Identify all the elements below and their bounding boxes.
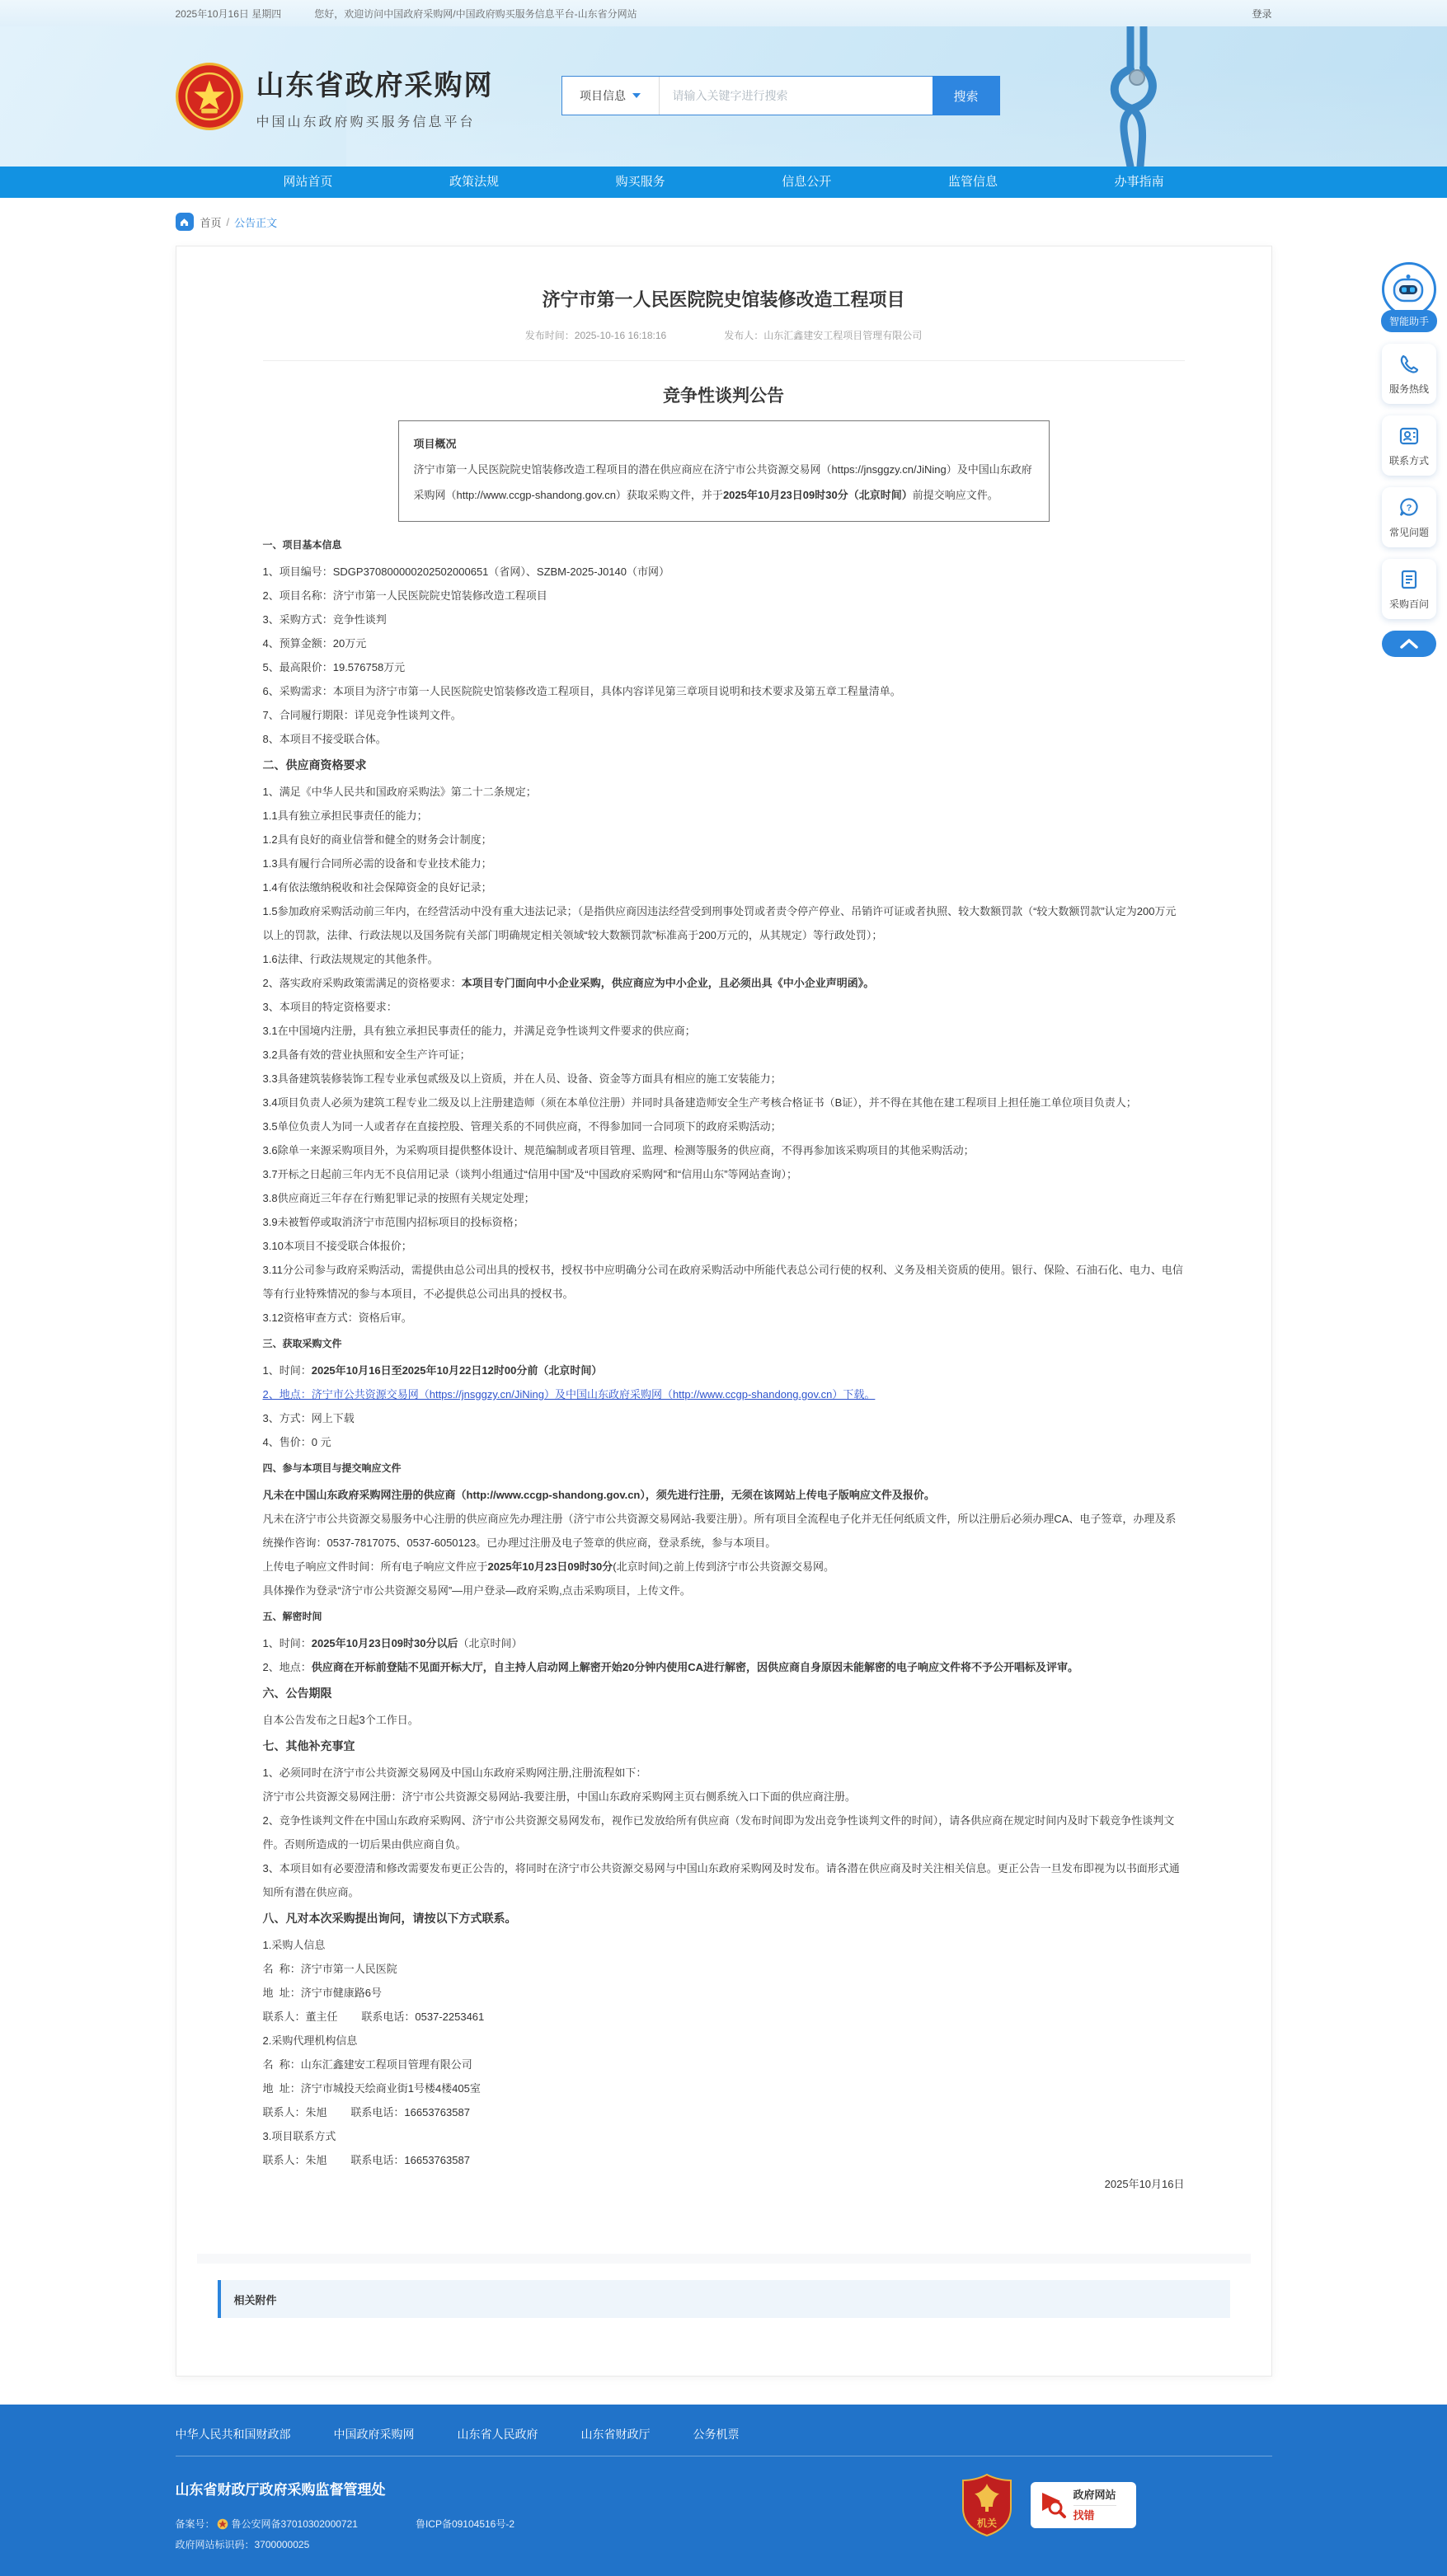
doc-paragraph [263,971,1185,995]
announcement-card [176,246,1272,2377]
doc-text: 3.2具备有效的营业执照和安全生产许可证； [262,1049,471,1061]
doc-paragraph [263,1210,1185,1234]
doc-text: 3、采购方式：竞争性谈判 [262,613,387,626]
doc-paragraph [263,1234,1185,1258]
doc-text: 2025年10月23日09时30分以后 [311,1637,458,1649]
nav-item-purchase[interactable]: 购买服务 [615,175,665,189]
doc-text: 7、合同履行期限：详见竞争性谈判文件。 [262,709,462,721]
doc-text: 二、供应商资格要求 [262,758,367,772]
doc-paragraph [263,1579,1185,1602]
doc-paragraph [263,1957,1185,1981]
national-emblem-logo [176,63,243,130]
nav-item-home[interactable]: 网站首页 [283,175,333,189]
doc-heading [263,1332,1185,1356]
notice-type-heading: 竞争性谈判公告 [663,387,784,406]
doc-text: 上传电子响应文件时间：所有电子响应文件应于 [262,1560,488,1573]
footer-org-name: 山东省财政厅政府采购监督管理处 [175,2482,386,2498]
footer-link-sd-gov[interactable]: 山东省人民政府 [457,2428,538,2441]
site-brand[interactable] [176,63,494,130]
site-footer [0,2405,1447,2576]
government-agency-shield-badge[interactable] [961,2474,1012,2536]
doc-text: 1.3具有履行合同所必需的设备和专业技术能力； [262,857,492,870]
doc-text: 联系人：朱旭 联系电话：16653763587 [262,2154,470,2166]
doc-text: 1.1具有独立承担民事责任的能力； [262,809,428,822]
question-icon [1398,497,1420,518]
doc-paragraph [263,1785,1185,1809]
site-title: 山东省政府采购网 [256,70,494,101]
home-icon[interactable] [176,213,194,231]
doc-text: 地 址：济宁市健康路6号 [262,1987,382,1999]
footer-link-sd-finance[interactable]: 山东省财政厅 [580,2428,651,2441]
login-link[interactable]: 登录 [1252,7,1272,20]
doc-paragraph [263,828,1185,852]
overview-paragraph [414,457,1034,508]
nav-item-policy[interactable]: 政策法规 [449,175,499,189]
doc-text: 8、本项目不接受联合体。 [262,733,387,745]
doc-paragraph [263,1114,1185,1138]
attachments-divider [197,2254,1251,2264]
doc-paragraph [263,1981,1185,2005]
police-beian-number[interactable]: 鲁公安网备37010302000721 [231,2518,358,2530]
doc-heading [263,1457,1185,1480]
back-to-top-button[interactable] [1382,631,1436,657]
doc-text: 具体操作为登录“济宁市公共资源交易网”—用户登录—政府采购,点击采购项目，上传文件。 [262,1584,691,1597]
doc-text: 2、竞争性谈判文件在中国山东政府采购网、济宁市公共资源交易网发布，视作已发放给所有供应商（发布时间即为发出竞争性谈判文件的时间），请各供应商在规定时间内及时下载竞争性谈判文件。否则所造成的一切后果由供应商自负。 [262,1814,1175,1851]
doc-text: 供应商在开标前登陆不见面开标大厅，自主持人启动网上解密开始20分钟内使用CA进行解密，因供应商自身原因未能解密的电子响应文件将不予公开唱标及评审。 [311,1661,1078,1673]
site-header [0,26,1447,167]
doc-text: 3.12资格审查方式：资格后审。 [262,1311,412,1324]
doc-paragraph [263,655,1185,679]
doc-text: 凡未在中国山东政府采购网注册的供应商（http://www.ccgp-shandong.gov.cn），须先进行注册，无须在该网站上传电子版响应文件及报价。 [262,1489,935,1501]
doc-text: 3.8供应商近三年存在行贿犯罪记录的按照有关规定处理； [262,1192,535,1204]
phone-icon [1398,354,1420,375]
doc-text: 3.10本项目不接受联合体报价； [262,1240,412,1252]
nav-item-disclosure[interactable]: 信息公开 [782,175,832,189]
doc-text: 1.5参加政府采购活动前三年内，在经营活动中没有重大违法记录；（是指供应商因违法经营受到刑事处罚或者责令停产停业、吊销许可证或者执照、较大数额罚款（“较大数额罚款”认定为200万元以上的罚款，法律、行政法规以及国务院有关部门明确规定相关领域“较大数额罚款”标准高于200万元的，从其规定）等行政处罚）； [262,905,1177,941]
doc-text: （北京时间） [458,1637,523,1649]
doc-paragraph [263,2005,1185,2029]
doc-text: 3.4项目负责人必须为建筑工程专业二级及以上注册建造师（须在本单位注册）并同时具备建造师安全生产考核合格证书（B证），并不得在其他在建工程项目上担任施工单位项目负责人； [262,1096,1137,1109]
publisher: 发布人：山东汇鑫建安工程项目管理有限公司 [724,330,923,341]
breadcrumb-home[interactable]: 首页 [200,216,222,229]
doc-text: 2025年10月23日09时30分（北京时间） [722,489,913,501]
doc-paragraph [263,1809,1185,1856]
doc-paragraph [263,1708,1185,1732]
doc-paragraph [263,1043,1185,1067]
doc-paragraph [263,1507,1185,1555]
doc-text: 3、本项目的特定资格要求： [262,1001,397,1013]
beian-label: 备案号： [175,2518,215,2530]
doc-paragraph [263,1631,1185,1655]
doc-heading [263,1734,1185,1758]
tower-sculpture-graphic [1066,26,1206,167]
doc-text: 1、时间： [262,1364,312,1377]
doc-text: 1、时间： [262,1637,312,1649]
doc-paragraph [263,560,1185,584]
breadcrumb-current: 公告正文 [234,216,278,229]
doc-text: 2025年10月16日 [1104,2178,1185,2190]
doc-heading [263,753,1185,777]
doc-text: 联系人：董主任 联系电话：0537-2253461 [262,2011,485,2023]
contact-card-icon [1398,425,1420,447]
doc-text: 3.7开标之日起前三年内无不良信用记录（谈判小组通过“信用中国”及“中国政府采购网”和“信用山东”等网站查询）； [262,1168,798,1180]
doc-text: 名 称：山东汇鑫建安工程项目管理有限公司 [262,2058,472,2071]
topbar-welcome: 您好，欢迎访问中国政府采购网/中国政府购买服务信息平台-山东省分网站 [314,7,637,20]
nav-item-supervision[interactable]: 监管信息 [947,175,998,189]
doc-paragraph [263,2029,1185,2053]
attachments-bar [218,2280,1230,2318]
doc-paragraph [263,947,1185,971]
doc-text: 5、最高限价：19.576758万元 [262,661,406,673]
doc-paragraph [263,780,1185,804]
doc-paragraph [263,727,1185,751]
doc-paragraph [263,2053,1185,2076]
police-badge-icon [217,2518,228,2530]
sidebar-item-qa-label: 采购百问 [1388,598,1429,610]
doc-text: 前提交响应文件。 [912,489,998,501]
flag-magnifier-icon [1039,2491,1067,2519]
doc-text: 四、参与本项目与提交响应文件 [262,1462,402,1474]
breadcrumb-separator: / [226,215,230,228]
doc-text: 济宁市公共资源交易网注册：济宁市公共资源交易网站-我要注册，中国山东政府采购网主页右侧系统入口下面的供应商注册。 [262,1790,856,1803]
doc-paragraph [263,1933,1185,1957]
robot-icon [1391,273,1427,306]
doc-paragraph [263,2148,1185,2172]
doc-text: 七、其他补充事宜 [262,1739,355,1753]
doc-paragraph [263,875,1185,899]
doc-paragraph [263,1406,1185,1430]
doc-paragraph [263,631,1185,655]
doc-text: 济宁市第一人民医院院史馆装修改造工程项目的潜在供应商应在济宁市公共资源交易网（https://jnsggzy.cn/JiNing）及中国山东政府采购网（http://www.ccgp-shandong.gov.cn）获取采购文件，并于 [413,463,1032,501]
doc-paragraph [263,1655,1185,1679]
sidebar-item-qa[interactable] [1382,559,1436,619]
doc-text: 自本公告发布之日起3个工作日。 [262,1714,419,1726]
publish-time: 发布时间：2025-10-16 16:18:16 [524,330,667,341]
doc-heading [263,1682,1185,1706]
doc-text: 4、售价：0 元 [262,1436,331,1448]
icp-number[interactable]: 鲁ICP备09104516号-2 [415,2518,515,2530]
doc-text: 1.6法律、行政法规规定的其他条件。 [262,953,439,965]
doc-text: 2025年10月16日至2025年10月22日12时00分前（北京时间） [311,1364,603,1377]
doc-paragraph [263,1358,1185,1382]
doc-text: 3.1在中国境内注册，具有独立承担民事责任的能力，并满足竞争性谈判文件要求的供应商； [262,1025,696,1037]
overview-heading: 项目概况 [413,438,457,450]
doc-paragraph [263,1856,1185,1904]
doc-text: 2.采购代理机构信息 [262,2034,358,2047]
doc-text: 2、落实政府采购政策需满足的资格要求： [262,977,462,989]
finderr-badge-line1: 政府网站 [1074,2487,1116,2506]
doc-text: 1.2具有良好的商业信誉和健全的财务会计制度； [262,833,492,846]
site-code: 政府网站标识码：3700000025 [175,2539,310,2550]
doc-paragraph [263,1186,1185,1210]
doc-paragraph [263,1258,1185,1306]
finderr-badge-line2: 找错 [1073,2508,1095,2522]
doc-paragraph [263,679,1185,703]
doc-text: 1、满足《中华人民共和国政府采购法》第二十二条规定； [262,786,537,798]
smart-assistant-button[interactable] [1382,262,1436,317]
doc-text: 3、方式：网上下载 [262,1412,355,1424]
attachments-section [197,2254,1251,2318]
doc-heading [263,533,1185,557]
website-error-report-badge[interactable] [1031,2482,1136,2528]
doc-paragraph [263,2124,1185,2148]
sidebar-item-contact-label: 联系方式 [1388,455,1429,467]
doc-paragraph [263,852,1185,875]
doc-paragraph [263,584,1185,608]
sidebar-item-hotline[interactable] [1382,344,1436,404]
document-icon [1398,569,1420,590]
doc-text: 3.6除单一来源采购项目外，为采购项目提供整体设计、规范编制或者项目管理、监理、检测等服务的供应商，不得再参加该采购项目的其他采购活动； [262,1144,975,1157]
doc-text: 3.9未被暂停或取消济宁市范围内招标项目的投标资格； [262,1216,524,1228]
doc-paragraph [263,608,1185,631]
doc-text: 2、地点： [262,1661,312,1673]
sidebar-item-contact[interactable] [1382,415,1436,476]
doc-text: 1.4有依法缴纳税收和社会保障资金的良好记录； [262,881,492,894]
doc-paragraph [263,2076,1185,2100]
site-subtitle: 中国山东政府购买服务信息平台 [256,115,476,129]
doc-paragraph [263,1162,1185,1186]
doc-text: 1、项目编号：SDGP370800000202502000651（省网）、SZBM-2025-J0140（市网） [262,565,670,578]
doc-paragraph [263,899,1185,947]
doc-text: 联系人：朱旭 联系电话：16653763587 [262,2106,470,2119]
doc-paragraph [263,1430,1185,1454]
doc-paragraph [263,1555,1185,1579]
doc-text: 2025年10月23日09时30分 [487,1560,613,1573]
article-meta [263,328,1185,361]
doc-text: 地 址：济宁市城投天绘商业街1号楼4楼405室 [262,2082,481,2095]
doc-text: 八、凡对本次采购提出询问，请按以下方式联系。 [262,1912,517,1925]
doc-paragraph [263,1019,1185,1043]
search-button[interactable]: 搜索 [933,76,1000,115]
doc-paragraph [263,1382,1185,1406]
footer-links [176,2426,1272,2456]
doc-text: 五、解密时间 [262,1611,322,1622]
shield-badge-text: 机关 [976,2517,997,2529]
doc-heading [263,1605,1185,1629]
search-category-dropdown[interactable] [562,77,660,115]
doc-paragraph [263,995,1185,1019]
topbar [0,0,1447,26]
sidebar-item-hotline-label: 服务热线 [1388,383,1429,395]
doc-text: 2、项目名称：济宁市第一人民医院院史馆装修改造工程项目 [262,589,547,602]
chevron-down-icon [632,93,641,98]
doc-text: 三、获取采购文件 [262,1338,342,1349]
doc-text: 本项目专门面向中小企业采购，供应商应为中小企业，且必须出具《中小企业声明函》。 [461,977,875,989]
sidebar-item-faq[interactable] [1382,487,1436,547]
nav-item-guide[interactable]: 办事指南 [1114,175,1164,189]
footer-link-ticket[interactable]: 公务机票 [693,2428,740,2441]
doc-heading [263,1907,1185,1931]
doc-text: 1.采购人信息 [262,1939,326,1951]
footer-link-mof[interactable]: 中华人民共和国财政部 [175,2428,291,2441]
doc-text: 一、项目基本信息 [262,539,342,551]
doc-paragraph [263,1483,1185,1507]
doc-text: 6、采购需求：本项目为济宁市第一人民医院院史馆装修改造工程项目，具体内容详见第三章项目说明和技术要求及第五章工程量清单。 [262,685,901,697]
search-bar [561,76,1000,115]
doc-text: 1、必须同时在济宁市公共资源交易网及中国山东政府采购网注册,注册流程如下： [262,1767,647,1779]
page-title: 济宁市第一人民医院院史馆装修改造工程项目 [542,289,905,310]
svg-text:?: ? [1406,503,1412,514]
doc-link[interactable]: 2、地点：济宁市公共资源交易网（https://jnsggzy.cn/JiNing）及中国山东政府采购网（http://www.ccgp-shandong.gov.cn）下载。 [262,1388,876,1401]
doc-text: 名 称：济宁市第一人民医院 [262,1963,397,1975]
main-nav [0,167,1447,198]
doc-paragraph [263,2100,1185,2124]
chevron-up-icon [1399,638,1419,650]
search-category-label: 项目信息 [580,89,626,102]
doc-text: (北京时间)之前上传到济宁市公共资源交易网。 [613,1560,834,1573]
doc-paragraph [263,1306,1185,1330]
doc-paragraph [263,1761,1185,1785]
doc-text: 凡未在济宁市公共资源交易服务中心注册的供应商应先办理注册（济宁市公共资源交易网站-我要注册）。所有项目全流程电子化并无任何纸质文件，所以注册后必须办理CA、电子签章，办理及系统操作咨询：0537-7817075、0537-6050123。已办理过注册及电子签章的供应商，登录系统，参与本项目。 [262,1513,1177,1549]
doc-paragraph [263,1091,1185,1114]
sidebar-item-faq-label: 常见问题 [1388,527,1429,538]
footer-link-ccgp[interactable]: 中国政府采购网 [333,2428,415,2441]
footer-badges [961,2474,1136,2536]
doc-text: 3.项目联系方式 [262,2130,336,2142]
sidebar-item-assistant-label[interactable]: 智能助手 [1381,310,1437,332]
breadcrumb [0,198,1447,242]
doc-text: 3.5单位负责人为同一人或者存在直接控股、管理关系的不同供应商，不得参加同一合同项下的政府采购活动； [262,1120,782,1133]
doc-paragraph [263,1138,1185,1162]
search-input[interactable] [660,77,933,115]
doc-text: 4、预算金额：20万元 [262,637,367,650]
attachments-title: 相关附件 [233,2293,277,2306]
doc-text: 3.3具备建筑装修装饰工程专业承包贰级及以上资质，并在人员、设备、资金等方面具有相应的施工安装能力； [262,1072,782,1085]
announcement-body [263,533,1185,2196]
doc-text: 六、公告期限 [262,1687,332,1700]
project-overview-box [398,420,1050,522]
topbar-date: 2025年10月16日 星期四 [175,7,282,20]
doc-text: 3.11分公司参与政府采购活动，需提供由总公司出具的授权书，授权书中应明确分公司在政府采购活动中所能代表总公司行使的权利、义务及相关资质的使用。银行、保险、石油石化、电力、电信等有行业特殊情况的参与本项目，不必提供总公司出具的授权书。 [262,1264,1183,1300]
floating-sidebar [1378,262,1440,657]
doc-paragraph [263,804,1185,828]
doc-paragraph [263,2172,1185,2196]
doc-text: 3、本项目如有必要澄清和修改需要发布更正公告的，将同时在济宁市公共资源交易网与中国山东政府采购网及时发布。请各潜在供应商及时关注相关信息。更正公告一旦发布即视为以书面形式通知所有潜在供应商。 [262,1862,1180,1898]
doc-paragraph [263,703,1185,727]
doc-paragraph [263,1067,1185,1091]
